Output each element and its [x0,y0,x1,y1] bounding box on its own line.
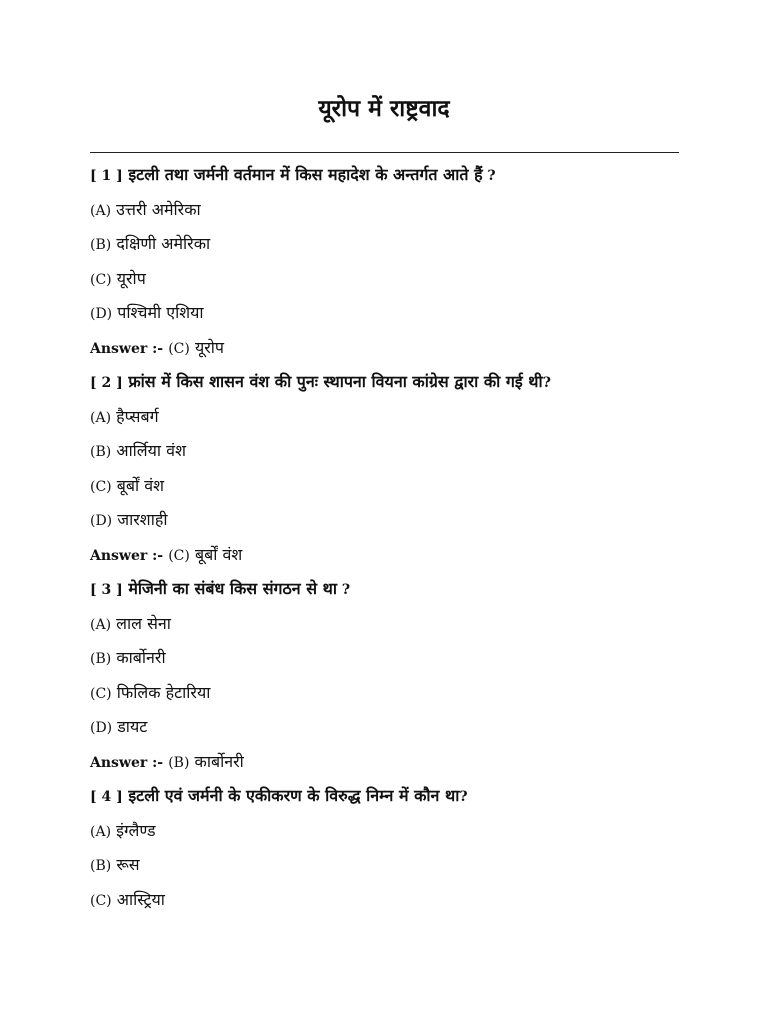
option-letter: (D) [90,306,113,322]
answer-label: Answer :- [90,547,164,564]
answer-text: कार्बोनरी [194,751,244,771]
answer-letter: (B) [168,754,190,771]
option-text: उत्तरी अमेरिका [116,199,201,219]
option-4c [90,885,690,920]
answer-letter: (C) [168,340,190,357]
option-4b [90,850,690,885]
option-text: कार्बोनरी [116,648,166,667]
answer-label: Answer :- [90,340,164,357]
option-letter: (A) [90,616,112,633]
option-text: हैप्सबर्ग [116,406,159,426]
option-letter: (A) [90,823,112,840]
option-text: जारशाही [117,510,168,529]
option-letter: (C) [90,271,112,288]
option-text: डायट [117,717,148,736]
question-text: मेजिनी का संबंध किस संगठन से था [128,579,338,598]
option-letter: (C) [90,892,112,909]
option-text: दक्षिणी अमेरिका [116,234,211,253]
option-text: यूरोप [116,268,146,288]
option-2a [90,402,690,437]
question-1 [90,160,690,195]
option-text: पश्चिमी एशिया [117,303,204,322]
question-mark: ? [482,168,496,184]
option-letter: (D) [90,513,113,529]
option-3a [90,609,690,644]
answer-text: यूरोप [194,337,225,357]
option-3c [90,678,690,713]
question-mark: ? [337,582,351,598]
option-letter: (A) [90,202,112,219]
answer-label: Answer :- [90,754,164,771]
question-4 [90,781,690,816]
answer-text: बूर्बों वंश [194,544,243,564]
option-letter: (B) [90,858,112,874]
question-mark: ? [459,789,468,805]
answer-3 [90,747,690,782]
option-text: लाल सेना [116,613,171,633]
option-2b [90,436,690,471]
option-text: बूर्बों वंश [116,475,165,495]
option-letter: (B) [90,444,112,460]
answer-1 [90,333,690,368]
option-3b [90,643,690,678]
question-2 [90,367,690,402]
question-text: इटली तथा जर्मनी वर्तमान में किस महादेश के अन्तर्गत आते हैं [128,165,483,184]
question-number: [ 3 ] [90,582,123,598]
option-4a [90,816,690,851]
question-3 [90,574,690,609]
question-number: [ 4 ] [90,789,123,805]
option-text: रूस [116,855,140,874]
page-title: यूरोप में राष्ट्रवाद [318,96,450,122]
answer-2 [90,540,690,575]
option-2d [90,505,690,540]
question-mark: ? [542,375,551,391]
question-list [90,160,690,919]
option-text: आर्लिया वंश [116,441,186,460]
option-text: इंग्लैण्ड [116,820,156,840]
option-1c [90,264,690,299]
option-3d [90,712,690,747]
option-1a [90,195,690,230]
option-letter: (D) [90,720,113,736]
option-letter: (B) [90,651,112,667]
option-letter: (A) [90,409,112,426]
question-text: इटली एवं जर्मनी के एकीकरण के विरुद्ध निम्न में कौन था [128,786,460,805]
question-text: फ्रांस में किस शासन वंश की पुनः स्थापना वियना कांग्रेस द्वारा की गई थी [128,372,543,391]
option-letter: (C) [90,685,112,702]
option-1b [90,229,690,264]
option-letter: (B) [90,237,112,253]
option-text: आस्ट्रिया [116,889,165,909]
option-1d [90,298,690,333]
question-number: [ 2 ] [90,375,123,391]
option-2c [90,471,690,506]
question-number: [ 1 ] [90,168,123,184]
option-letter: (C) [90,478,112,495]
answer-letter: (C) [168,547,190,564]
option-text: फिलिक हेटारिया [116,682,211,702]
title-divider [90,152,679,153]
